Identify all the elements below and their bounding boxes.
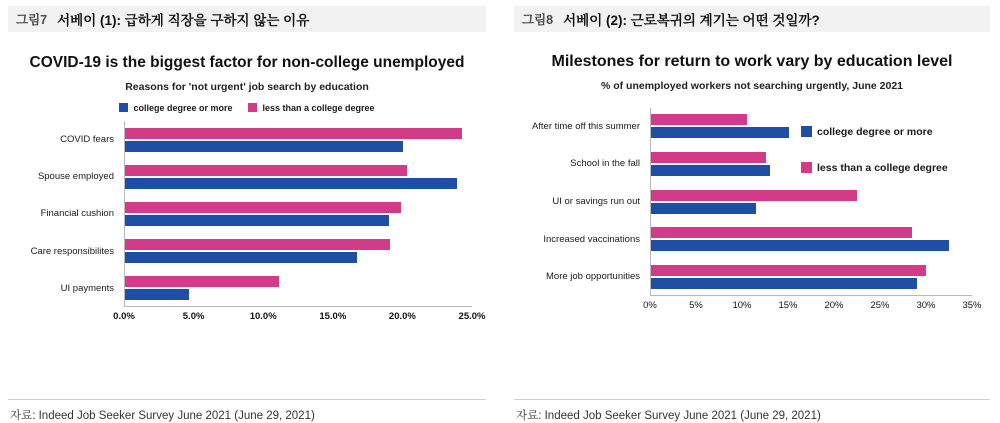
x-tick-label: 15% [778, 299, 798, 311]
bar-college-or-more [125, 141, 403, 152]
chart-title-right: Milestones for return to work vary by education level [551, 53, 953, 70]
chart-left [8, 32, 486, 399]
category-labels-right [514, 108, 646, 296]
category-labels-left [8, 121, 120, 307]
caption-bar-right [514, 6, 990, 32]
bar-college-or-more [651, 278, 917, 289]
category-label: COVID fears [60, 134, 114, 145]
x-axis-line-left [125, 306, 472, 307]
bar-group [651, 111, 972, 141]
figure-number-right: 그림8 [522, 13, 554, 27]
bar-college-or-more [651, 203, 756, 214]
legend-label-noncollege: less than a college degree [262, 102, 375, 113]
x-tick-label: 15.0% [319, 310, 347, 322]
bar-less-than-college [125, 165, 407, 176]
bar-group [651, 224, 972, 254]
bar-college-or-more [651, 165, 770, 176]
x-tick-label: 25.0% [458, 310, 486, 322]
category-label: Care responsibilites [30, 245, 114, 257]
figure-panel-right [500, 0, 1000, 423]
chart-subtitle-right: % of unemployed workers not searching urgently, June 2021 [600, 79, 904, 92]
plot-area-right [514, 108, 990, 316]
legend-swatch-icon-pink [248, 103, 257, 112]
category-label: Spouse employed [37, 171, 114, 183]
x-tick-label: 30% [916, 299, 936, 311]
bar-less-than-college [651, 227, 912, 238]
chart-title-left: COVID-19 is the biggest factor for non-college unemployed [29, 54, 465, 71]
legend-left [8, 103, 486, 113]
bars-left [124, 121, 472, 307]
bar-less-than-college [651, 152, 766, 163]
x-tick-label: 25% [870, 299, 890, 311]
bar-college-or-more [651, 127, 789, 138]
bar-college-or-more [125, 252, 357, 263]
bar-less-than-college [125, 276, 279, 287]
x-tick-label: 20% [824, 299, 844, 311]
figure-caption-left: 서베이 (1): 급하게 직장을 구하지 않는 이유 [57, 13, 310, 28]
bars-right [650, 108, 972, 296]
bar-group [651, 262, 972, 292]
bar-less-than-college [651, 114, 747, 125]
x-tick-label: 20.0% [388, 310, 416, 322]
bar-group [125, 163, 472, 191]
bar-less-than-college [125, 202, 401, 213]
x-tick-label: 0% [643, 299, 657, 311]
x-tick-label: 0.0% [113, 310, 135, 322]
legend-swatch-icon-blue [119, 103, 128, 112]
x-tick-label: 10.0% [249, 310, 277, 322]
x-axis-line-right [651, 295, 972, 296]
figure-number-left: 그림7 [16, 13, 48, 27]
x-axis-left [113, 310, 486, 327]
chart-right [514, 32, 990, 399]
bar-less-than-college [125, 239, 390, 250]
chart-subtitle-left: Reasons for 'not urgent' job search by education [125, 80, 369, 93]
category-label: More job opportunities [546, 271, 640, 283]
category-label: After time off this summer [531, 120, 640, 132]
caption-bar-left [8, 6, 486, 32]
bar-college-or-more [651, 240, 949, 251]
plot-area-left [8, 121, 486, 322]
x-tick-label: 35% [962, 299, 982, 311]
bar-group [651, 187, 972, 217]
x-tick-label: 5.0% [182, 310, 205, 322]
bar-less-than-college [651, 265, 926, 276]
bar-group [125, 200, 472, 228]
legend-item-college [119, 103, 232, 113]
bar-less-than-college [651, 190, 857, 201]
legend-label-noncollege: less than a college degree [817, 161, 948, 174]
bar-college-or-more [125, 289, 189, 300]
source-note-left: 자료: Indeed Job Seeker Survey June 2021 (June 29, 2021) [10, 410, 315, 422]
category-label: Increased vaccinations [543, 233, 640, 245]
bar-college-or-more [125, 215, 389, 226]
bar-college-or-more [125, 178, 457, 189]
bar-group [125, 126, 472, 154]
bar-group [125, 274, 472, 302]
category-label: UI payments [60, 282, 114, 294]
legend-label-college: college degree or more [133, 102, 233, 113]
category-label: UI or savings run out [552, 196, 640, 207]
category-label: Financial cushion [40, 208, 114, 220]
category-label: School in the fall [570, 158, 640, 170]
legend-item-noncollege [248, 103, 374, 113]
figure-caption-right: 서베이 (2): 근로복귀의 계기는 어떤 것일까? [563, 13, 820, 28]
x-tick-label: 10% [732, 299, 752, 311]
bar-group [651, 149, 972, 179]
bar-group [125, 237, 472, 265]
bar-less-than-college [125, 128, 462, 139]
x-tick-label: 5% [689, 299, 703, 311]
source-note-right: 자료: Indeed Job Seeker Survey June 2021 (June 29, 2021) [516, 410, 821, 422]
x-axis-right [643, 299, 982, 316]
legend-label-college: college degree or more [817, 125, 933, 138]
